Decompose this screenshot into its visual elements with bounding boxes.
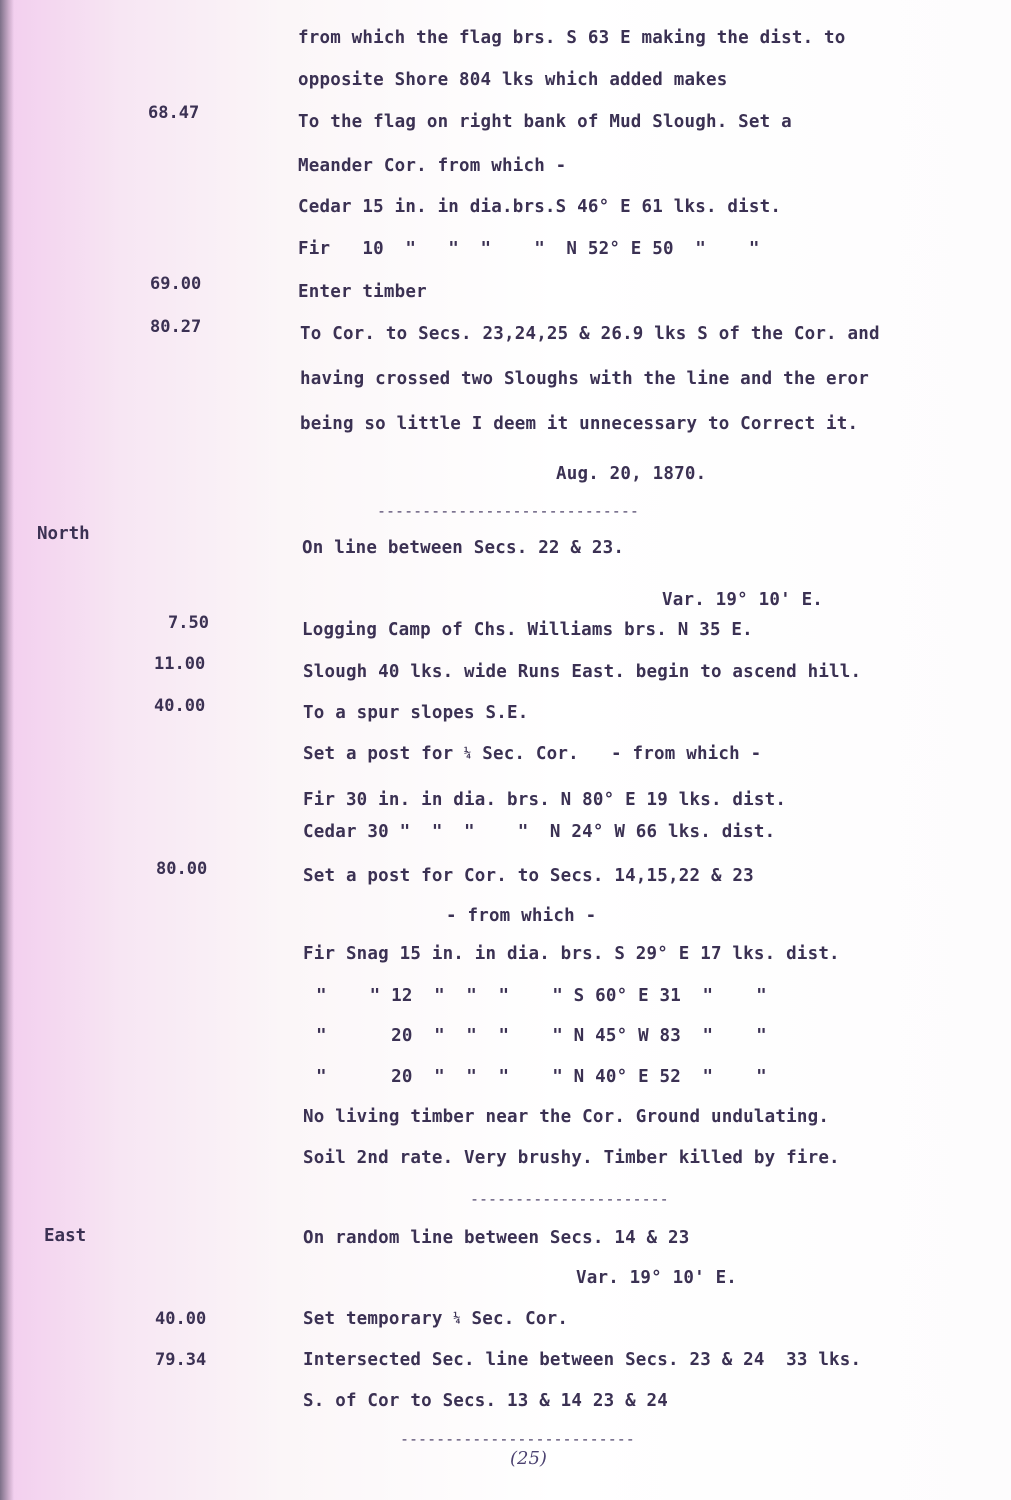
text-line: To a spur slopes S.E. xyxy=(303,703,529,723)
text-segment: Sec. Cor. xyxy=(460,1309,569,1329)
text-segment: Set temporary xyxy=(303,1309,454,1329)
distance-value: 68.47 xyxy=(148,103,200,123)
distance-value: 80.27 xyxy=(150,317,202,337)
text-line: To the flag on right bank of Mud Slough. Set a xyxy=(298,112,792,132)
text-line: Slough 40 lks. wide Runs East. begin to ascend hill. xyxy=(303,662,862,682)
text-line: To Cor. to Secs. 23,24,25 & 26.9 lks S of the Cor. and xyxy=(300,324,880,344)
date-line: Aug. 20, 1870. xyxy=(556,464,707,484)
text-line: being so little I deem it unnecessary to Correct it. xyxy=(300,414,859,434)
text-line: Fir 30 in. in dia. brs. N 80° E 19 lks. dist. xyxy=(303,790,787,810)
text-line: having crossed two Sloughs with the line and the eror xyxy=(300,369,870,389)
separator-rule: ---------------------- xyxy=(470,1190,669,1208)
distance-value: 11.00 xyxy=(154,654,206,674)
variation-line: Var. 19° 10' E. xyxy=(662,590,824,610)
text-line: " 20 " " " " N 45° W 83 " " xyxy=(316,1026,767,1046)
distance-value: 40.00 xyxy=(154,696,206,716)
text-line: S. of Cor to Secs. 13 & 14 23 & 24 xyxy=(303,1391,669,1411)
text-line: Logging Camp of Chs. Williams brs. N 35 E. xyxy=(302,620,753,640)
text-line: " " 12 " " " " S 60° E 31 " " xyxy=(316,986,767,1006)
quarter-fraction: ¼ xyxy=(464,746,472,760)
text-line: On random line between Secs. 14 & 23 xyxy=(303,1228,690,1248)
text-segment: Sec. Cor. - from which - xyxy=(471,744,762,764)
separator-rule: -------------------------- xyxy=(400,1430,635,1448)
distance-value: 79.34 xyxy=(155,1350,207,1370)
text-line: Fir Snag 15 in. in dia. brs. S 29° E 17 lks. dist. xyxy=(303,944,840,964)
direction-heading-east: East xyxy=(44,1226,87,1246)
variation-line: Var. 19° 10' E. xyxy=(576,1268,738,1288)
text-line: - from which - xyxy=(446,906,597,926)
text-line: On line between Secs. 22 & 23. xyxy=(302,538,625,558)
separator-rule: ----------------------------- xyxy=(377,502,639,520)
text-line xyxy=(303,744,761,764)
text-line: Enter timber xyxy=(298,282,427,302)
text-segment: Set a post for xyxy=(303,744,465,764)
distance-value: 69.00 xyxy=(150,274,202,294)
text-line: opposite Shore 804 lks which added makes xyxy=(298,70,728,90)
distance-value: 7.50 xyxy=(168,613,209,633)
distance-value: 40.00 xyxy=(155,1309,207,1329)
distance-value: 80.00 xyxy=(156,859,208,879)
text-line: Set a post for Cor. to Secs. 14,15,22 & 23 xyxy=(303,866,754,886)
text-line: from which the flag brs. S 63 E making the dist. to xyxy=(298,28,846,48)
direction-heading-north: North xyxy=(37,524,90,544)
text-line xyxy=(303,1309,568,1329)
text-line: Meander Cor. from which - xyxy=(298,156,567,176)
text-line: No living timber near the Cor. Ground undulating. xyxy=(303,1107,830,1127)
text-line: Cedar 15 in. in dia.brs.S 46° E 61 lks. dist. xyxy=(298,197,782,217)
text-line: Fir 10 " " " " N 52° E 50 " " xyxy=(298,239,760,259)
text-line: " 20 " " " " N 40° E 52 " " xyxy=(316,1067,767,1087)
text-line: Cedar 30 " " " " N 24° W 66 lks. dist. xyxy=(303,822,776,842)
page-number: (25) xyxy=(510,1448,547,1469)
page-left-edge xyxy=(0,0,14,1500)
quarter-fraction: ¼ xyxy=(453,1311,461,1325)
text-line: Intersected Sec. line between Secs. 23 & 24 33 lks. xyxy=(303,1350,862,1370)
text-line: Soil 2nd rate. Very brushy. Timber killed by fire. xyxy=(303,1148,840,1168)
